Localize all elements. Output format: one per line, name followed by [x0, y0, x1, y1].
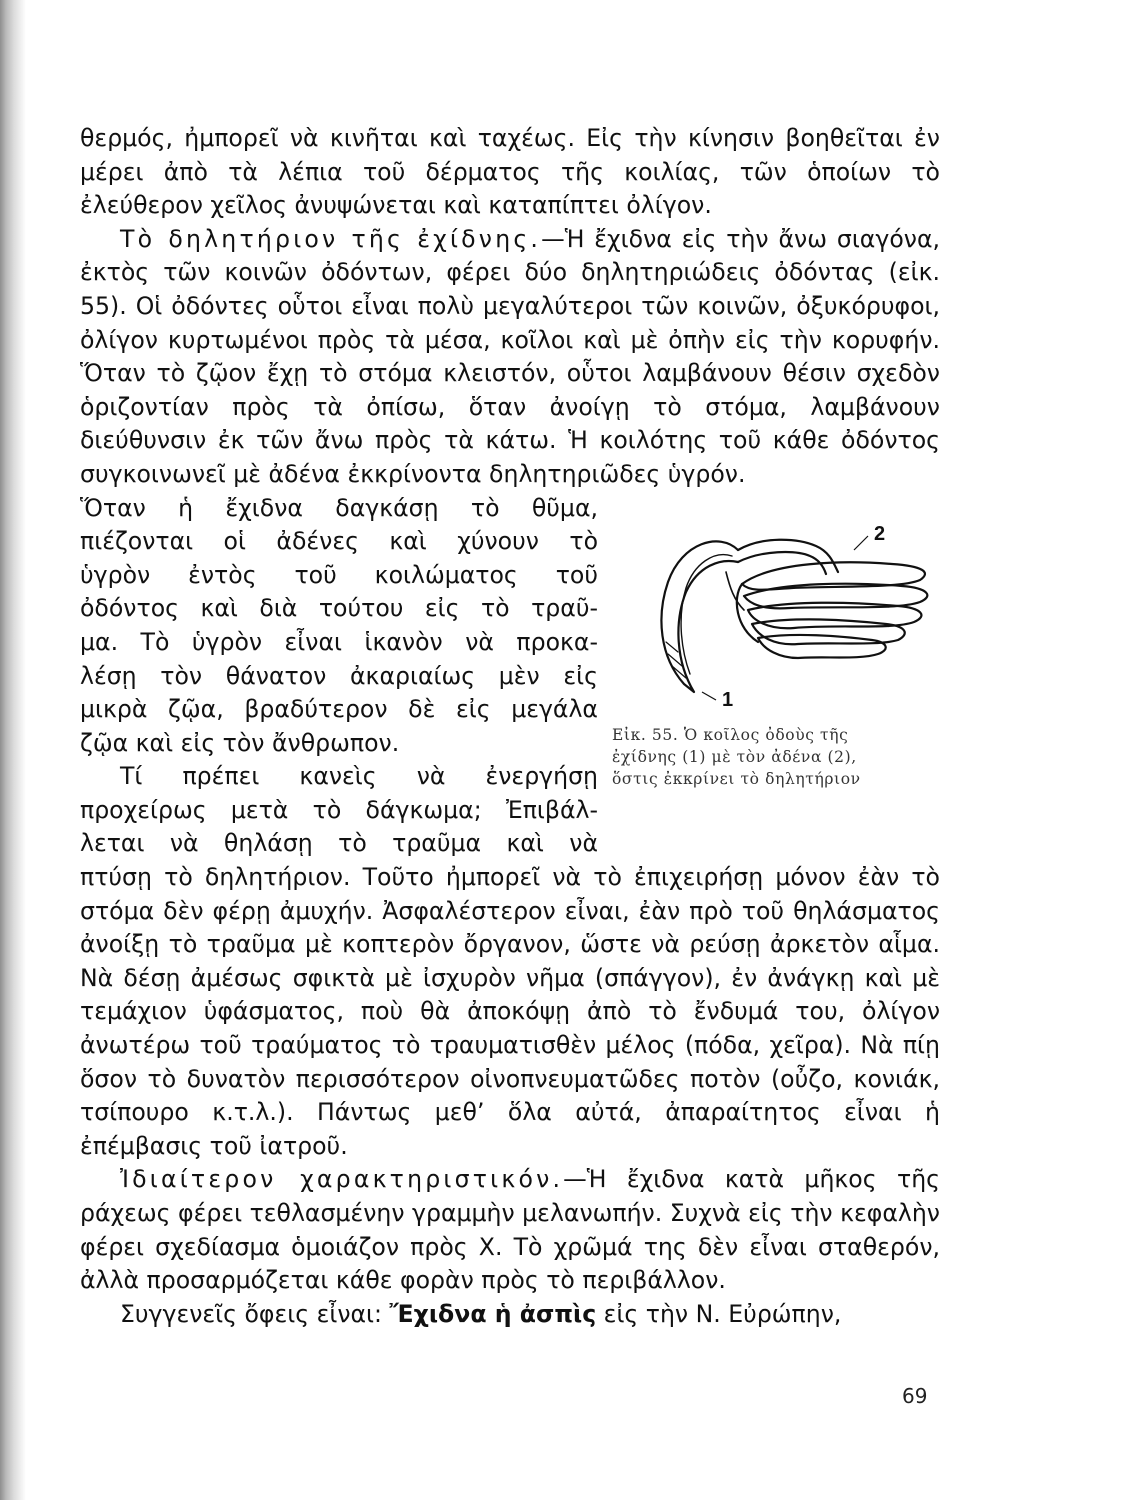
- paragraph-first-aid-continued: πτύσῃ τὸ δηλητήριον. Τοῦτο ἠμπορεῖ νὰ τὸ ἐπιχειρήσῃ μόνον ἐὰν τὸ στόμα δὲν φέρῃ ἀμυχήν. Ἀσφαλέστερον εἶναι, ἐὰν πρὸ τοῦ θηλάσματος ἀνοίξῃ τὸ τραῦμα μὲ κοπτερὸν ὄργανον, ὥστε νὰ ρεύσῃ ἀρκετὸν αἷμα. Νὰ δέσῃ ἀμέσως σφικτὰ μὲ ἰσχυρὸν νῆμα (σπάγγον), ἐν ἀνάγκῃ καὶ μὲ τεμάχιον ὑφάσματος, ποὺ θὰ ἀποκόψῃ ἀπὸ τὸ ἔνδυμά του, ὀλίγον ἀνωτέρω τοῦ τραύματος τὸ τραυματισθὲν μέλος (πόδα, χεῖρα). Νὰ πίῃ ὅσον τὸ δυνατὸν περισσότερον οἰνοπνευματῶδες ποτὸν (οὖζο, κονιάκ, τσίπουρο κ.τ.λ.). Πάντως μεθ’ ὅλα αὐτά, ἀπαραίτητος εἶναι ἡ ἐπέμβασις τοῦ ἰατροῦ.: [80, 863, 940, 1160]
- wrap-line: ὀδόντος καὶ διὰ τούτου εἰς τὸ τραῦ-: [80, 594, 598, 623]
- heading-venom: Τὸ δηλητήριον τῆς ἐχίδνης.: [120, 224, 542, 253]
- paragraph-characteristic: [80, 1163, 940, 1297]
- caption-line: Εἰκ. 55. Ὁ κοῖλος ὀδοὺς τῆς: [612, 725, 849, 744]
- figure-label-2: 2: [874, 522, 886, 545]
- wrap-line: Τί πρέπει κανεὶς νὰ ἐνεργήσῃ: [120, 762, 598, 791]
- wrap-line: προχείρως μετὰ τὸ δάγκωμα; Ἐπιβάλ-: [80, 795, 598, 824]
- wrap-line: ζῷα καὶ εἰς τὸν ἄνθρωπον.: [80, 728, 400, 757]
- fang-canal: [681, 554, 732, 673]
- wrap-line: λέσῃ τὸν θάνατον ἀκαριαίως μὲν εἰς: [80, 661, 598, 690]
- label-1-leader: [702, 692, 716, 700]
- wrap-line: λεται νὰ θηλάσῃ τὸ τραῦμα καὶ νὰ: [80, 829, 598, 858]
- wrap-line: μικρὰ ζῷα, βραδύτερον δὲ εἰς μεγάλα: [80, 695, 598, 724]
- wrapped-text-column: [80, 492, 598, 862]
- page-number: 69: [902, 1384, 928, 1408]
- figure-wrap-block: [80, 492, 940, 862]
- figure-label-1: 1: [722, 688, 734, 711]
- wrap-line: μα. Τὸ ὑγρὸν εἶναι ἱκανὸν νὰ προκα-: [80, 627, 598, 656]
- wrap-line: Ὅταν ἡ ἔχιδνα δαγκάσῃ τὸ θῦμα,: [80, 493, 598, 522]
- caption-line: ἐχίδνης (1) μὲ τὸν ἀδένα (2),: [612, 747, 857, 766]
- paragraph-venom: [80, 223, 940, 492]
- wrap-line: ὑγρὸν ἐντὸς τοῦ κοιλώματος τοῦ: [80, 560, 598, 589]
- paragraph-related-snakes: [80, 1298, 940, 1332]
- related-snakes-intro: Συγγενεῖς ὄφεις εἶναι:: [120, 1299, 390, 1328]
- caption-line: ὅστις ἐκκρίνει τὸ δηλητήριον: [612, 769, 861, 788]
- fang-outline: [661, 541, 738, 692]
- paragraph-characteristic-body: —Ἡ ἔχιδνα κατὰ μῆκος τῆς ράχεως φέρει τεθλασμένην γραμμὴν μελανωπήν. Συχνὰ εἰς τὴν κεφαλὴν φέρει σχεδίασμα ὁμοιάζον πρὸς Χ. Τὸ χρῶμά της δὲν εἶναι σταθερόν, ἀλλὰ προσαρμόζεται κάθε φορὰν πρὸς τὸ περιβάλλον.: [80, 1165, 940, 1295]
- wrap-line: πιέζονται οἱ ἀδένες καὶ χύνουν τὸ: [80, 527, 598, 556]
- gland-lobe: [758, 634, 886, 657]
- gland-lobe: [752, 619, 905, 644]
- paragraph-venom-body: —Ἡ ἔχιδνα εἰς τὴν ἄνω σιαγόνα, ἐκτὸς τῶν κοινῶν ὀδόντων, φέρει δύο δηλητηριώδεις ὀδόντας (εἰκ. 55). Οἱ ὀδόντες οὗτοι εἶναι πολὺ μεγαλύτεροι τῶν κοινῶν, ὀξυκόρυφοι, ὀλίγον κυρτωμένοι πρὸς τὰ μέσα, κοῖλοι καὶ μὲ ὀπὴν εἰς τὴν κορυφήν. Ὅταν τὸ ζῷον ἔχῃ τὸ στόμα κλειστόν, οὗτοι λαμβάνουν θέσιν σχεδὸν ὁριζοντίαν πρὸς τὰ ὀπίσω, ὅταν ἀνοίγῃ τὸ στόμα, λαμβάνουν διεύθυνσιν ἐκ τῶν ἄνω πρὸς τὰ κάτω. Ἡ κοιλότης τοῦ κάθε ὀδόντος συγκοινωνεῖ μὲ ἀδένα ἐκκρίνοντα δηλητηριῶδες ὑγρόν.: [80, 224, 940, 488]
- paragraph-locomotion: θερμός, ἠμπορεῖ νὰ κινῆται καὶ ταχέως. Εἰς τὴν κίνησιν βοηθεῖται ἐν μέρει ἀπὸ τὰ λέπια τοῦ δέρματος τῆς κοιλίας, τῶν ὁποίων τὸ ἐλεύθερον χεῖλος ἀνυψώνεται καὶ καταπίπτει ὀλίγον.: [80, 124, 940, 220]
- fang-gland-illustration: [602, 502, 942, 722]
- gland-connection: [726, 572, 744, 610]
- heading-characteristic: Ἰδιαίτερον χαρακτηριστικόν.: [120, 1165, 564, 1194]
- page-binding-shadow: [0, 0, 26, 1500]
- figure-caption: [612, 724, 942, 790]
- page-body: [80, 122, 940, 1331]
- related-snake-name: Ἔχιδνα ἡ ἀσπὶς: [389, 1299, 597, 1328]
- figure-55: [602, 502, 942, 790]
- label-2-leader: [854, 536, 868, 550]
- related-snakes-end: εἰς τὴν Ν. Εὐρώπην,: [596, 1299, 842, 1328]
